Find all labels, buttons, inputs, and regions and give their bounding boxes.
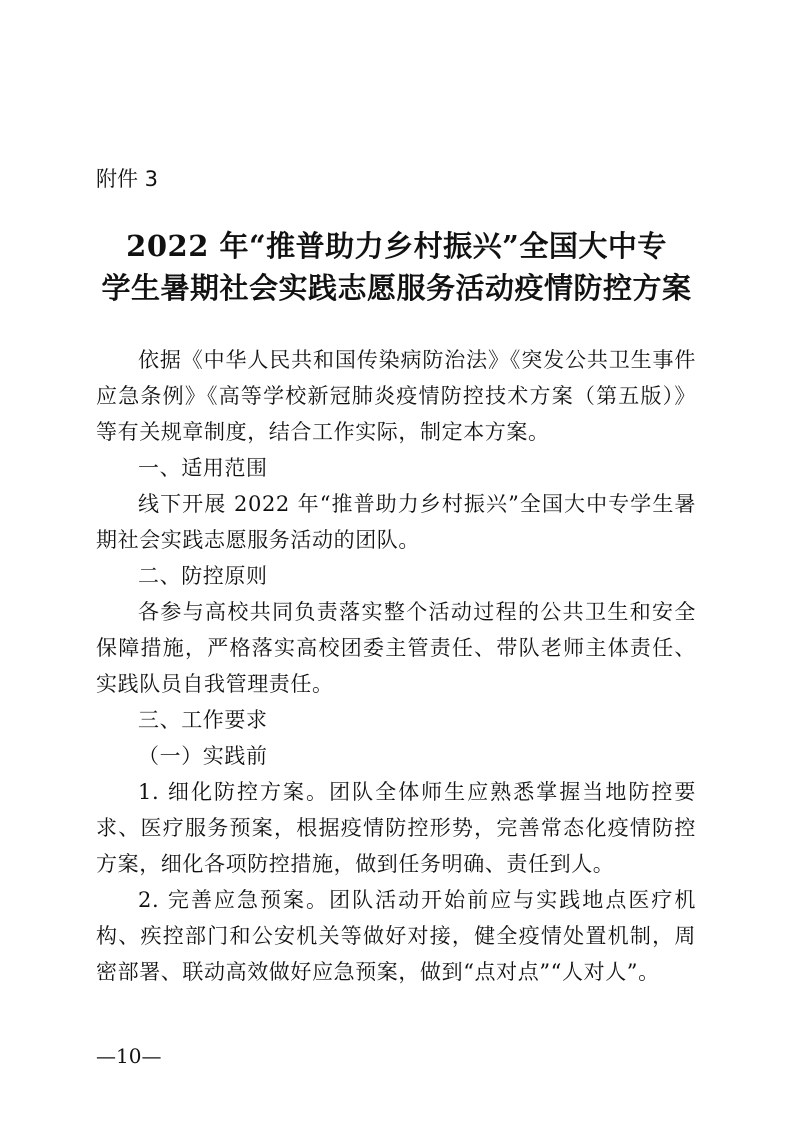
- attachment-label: 附件 3: [96, 167, 159, 191]
- principles-paragraph: 各参与高校共同负责落实整个活动过程的公共卫生和安全保障措施，严格落实高校团委主管责任、带队老师主体责任、实践队员自我管理责任。: [96, 600, 696, 696]
- section-heading-principles: 二、防控原则: [138, 564, 268, 588]
- requirement-item-2: 2. 完善应急预案。团队活动开始前应与实践地点医疗机构、疾控部门和公安机关等做好对接，健全疫情处置机制，周密部署、联动高效做好应急预案，做到“点对点”“人对人”。: [96, 888, 696, 984]
- document-body: [96, 342, 696, 990]
- document-title-line-2: 学生暑期社会实践志愿服务活动疫情防控方案: [101, 271, 692, 305]
- intro-paragraph: 依据《中华人民共和国传染病防治法》《突发公共卫生事件应急条例》《高等学校新冠肺炎疫情防控技术方案（第五版）》等有关规章制度，结合工作实际，制定本方案。: [96, 348, 696, 444]
- scope-paragraph: 线下开展 2022 年“推普助力乡村振兴”全国大中专学生暑期社会实践志愿服务活动的团队。: [96, 492, 696, 552]
- page-number: —10—: [96, 1044, 162, 1068]
- section-heading-requirements: 三、工作要求: [138, 708, 268, 732]
- subsection-heading-before-practice: （一）实践前: [138, 744, 268, 768]
- requirement-item-1: 1. 细化防控方案。团队全体师生应熟悉掌握当地防控要求、医疗服务预案，根据疫情防控形势，完善常态化疫情防控方案，细化各项防控措施，做到任务明确、责任到人。: [96, 780, 696, 876]
- section-heading-scope: 一、适用范围: [138, 456, 268, 480]
- document-title-line-1: 2022 年“推普助力乡村振兴”全国大中专: [126, 229, 667, 263]
